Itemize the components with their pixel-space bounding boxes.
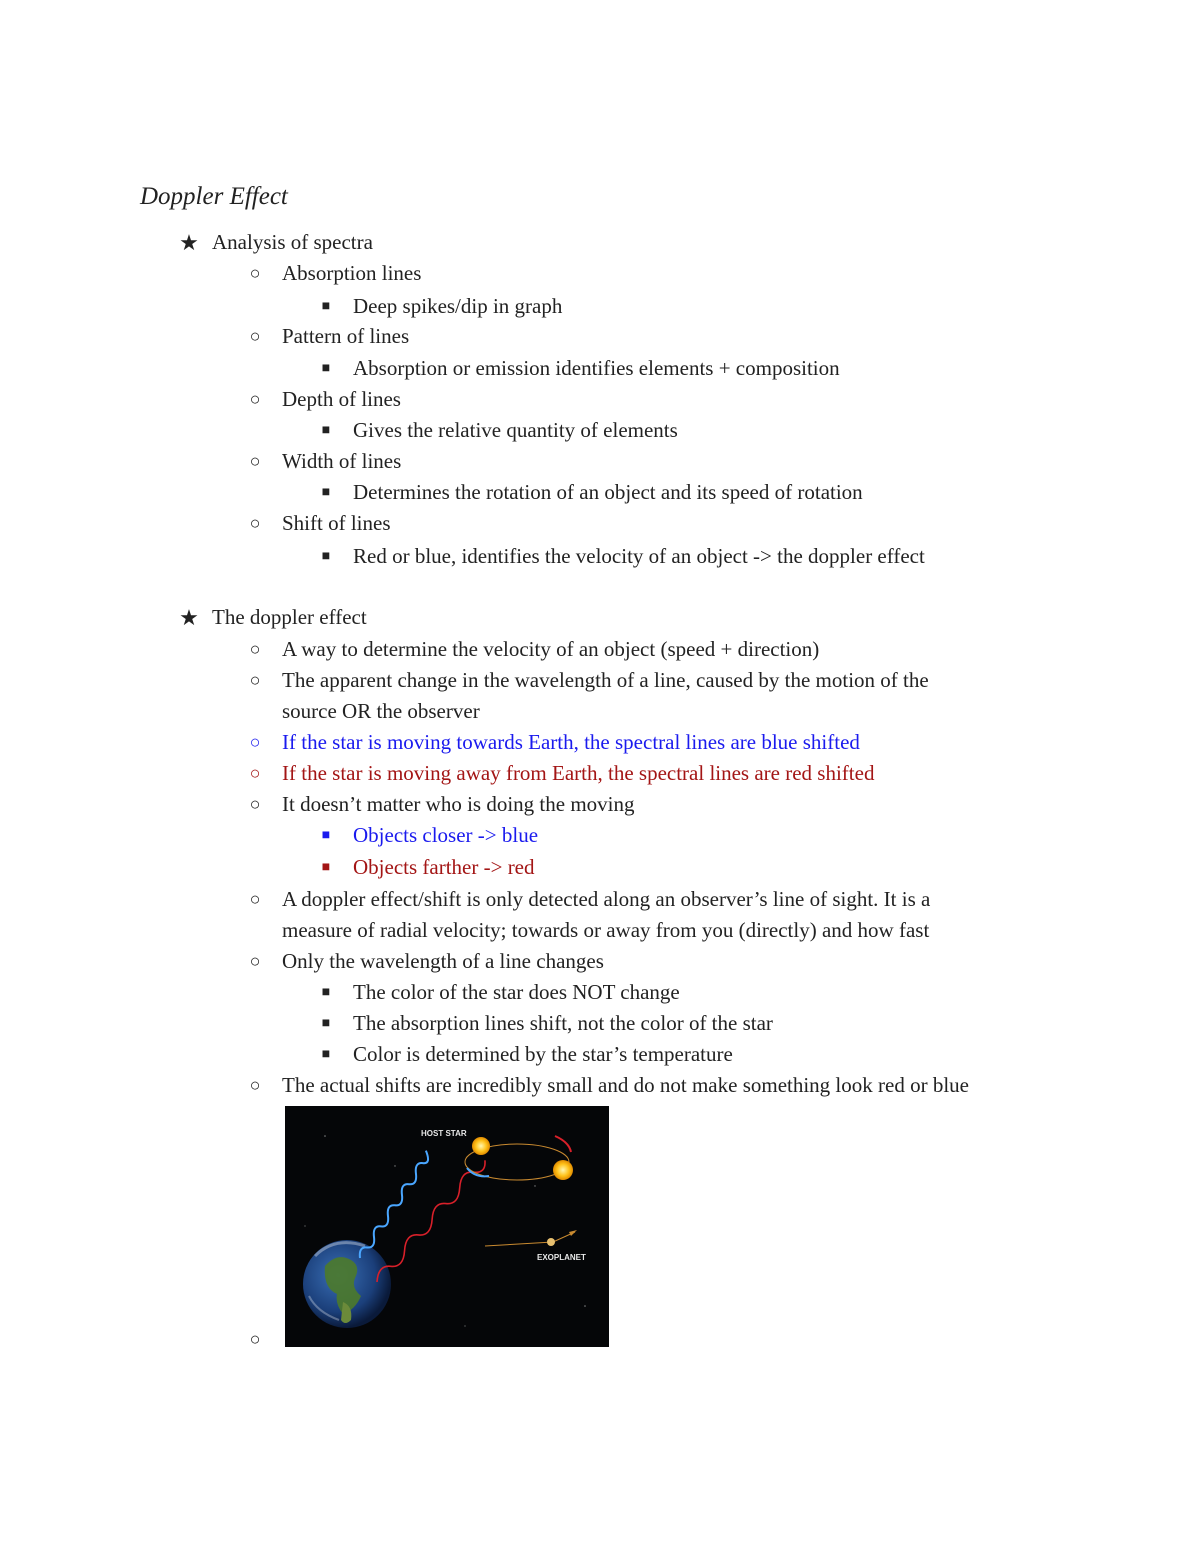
square-bullet-icon: ■: [321, 1016, 331, 1031]
star-bullet-icon: ★: [179, 605, 199, 630]
circle-bullet-icon: ○: [249, 1075, 261, 1095]
list-item: Shift of lines: [282, 511, 391, 535]
square-bullet-icon: ■: [321, 1047, 331, 1062]
doppler-illustration: [285, 1106, 609, 1347]
circle-bullet-icon: ○: [249, 513, 261, 533]
exoplanet-label: EXOPLANET: [537, 1253, 586, 1262]
circle-bullet-icon: ○: [249, 326, 261, 346]
sub-list-item: Deep spikes/dip in graph: [353, 294, 563, 318]
section-heading-analysis: Analysis of spectra: [212, 230, 373, 254]
circle-bullet-icon: ○: [249, 670, 261, 690]
doppler-illustration-svg: [285, 1106, 609, 1347]
square-bullet-icon: ■: [321, 828, 331, 843]
earth-globe: [303, 1240, 391, 1328]
square-bullet-icon: ■: [321, 423, 331, 438]
list-item: Only the wavelength of a line changes: [282, 949, 604, 973]
list-item: The actual shifts are incredibly small and do not make something look red or blue: [282, 1073, 969, 1097]
document-title: Doppler Effect: [140, 183, 288, 210]
exoplanet: [547, 1238, 555, 1246]
list-item-line-1: A doppler effect/shift is only detected along an observer’s line of sight. It is a: [282, 887, 931, 911]
sub-list-item-red: Objects farther -> red: [353, 855, 535, 879]
list-item: Depth of lines: [282, 387, 401, 411]
sub-list-item: Absorption or emission identifies elements + composition: [353, 356, 840, 380]
section-heading-doppler: The doppler effect: [212, 605, 367, 629]
list-item-blue-shift: If the star is moving towards Earth, the spectral lines are blue shifted: [282, 730, 860, 754]
square-bullet-icon: ■: [321, 549, 331, 564]
sub-list-item: The absorption lines shift, not the color of the star: [353, 1011, 773, 1035]
circle-bullet-icon: ○: [249, 451, 261, 471]
list-item: Width of lines: [282, 449, 402, 473]
circle-bullet-icon: ○: [249, 639, 261, 659]
list-item-line-2: source OR the observer: [282, 699, 480, 723]
sub-list-item: Color is determined by the star’s temperature: [353, 1042, 733, 1066]
circle-bullet-icon: ○: [249, 763, 261, 783]
sub-list-item: Determines the rotation of an object and its speed of rotation: [353, 480, 863, 504]
host-star-label: HOST STAR: [421, 1129, 467, 1138]
host-star-position-2: [553, 1160, 573, 1180]
orbit-arrow-red: [555, 1136, 571, 1152]
circle-bullet-icon: ○: [249, 794, 261, 814]
circle-bullet-icon: ○: [249, 1329, 261, 1349]
circle-bullet-icon: ○: [249, 732, 261, 752]
host-star-position-1: [472, 1137, 490, 1155]
list-item: A way to determine the velocity of an object (speed + direction): [282, 637, 820, 661]
square-bullet-icon: ■: [321, 299, 331, 314]
sub-list-item: Gives the relative quantity of elements: [353, 418, 678, 442]
list-item: Absorption lines: [282, 261, 422, 285]
square-bullet-icon: ■: [321, 985, 331, 1000]
sub-list-item: The color of the star does NOT change: [353, 980, 680, 1004]
exoplanet-trail: [485, 1242, 553, 1246]
square-bullet-icon: ■: [321, 485, 331, 500]
sub-list-item: Red or blue, identifies the velocity of an object -> the doppler effect: [353, 544, 925, 568]
square-bullet-icon: ■: [321, 361, 331, 376]
list-item: It doesn’t matter who is doing the moving: [282, 792, 635, 816]
circle-bullet-icon: ○: [249, 389, 261, 409]
list-item-line-1: The apparent change in the wavelength of a line, caused by the motion of the: [282, 668, 929, 692]
list-item-line-2: measure of radial velocity; towards or away from you (directly) and how fast: [282, 918, 930, 942]
circle-bullet-icon: ○: [249, 263, 261, 283]
square-bullet-icon: ■: [321, 860, 331, 875]
star-bullet-icon: ★: [179, 230, 199, 255]
circle-bullet-icon: ○: [249, 889, 261, 909]
sub-list-item-blue: Objects closer -> blue: [353, 823, 539, 847]
circle-bullet-icon: ○: [249, 951, 261, 971]
list-item-red-shift: If the star is moving away from Earth, the spectral lines are red shifted: [282, 761, 875, 785]
list-item: Pattern of lines: [282, 324, 410, 348]
